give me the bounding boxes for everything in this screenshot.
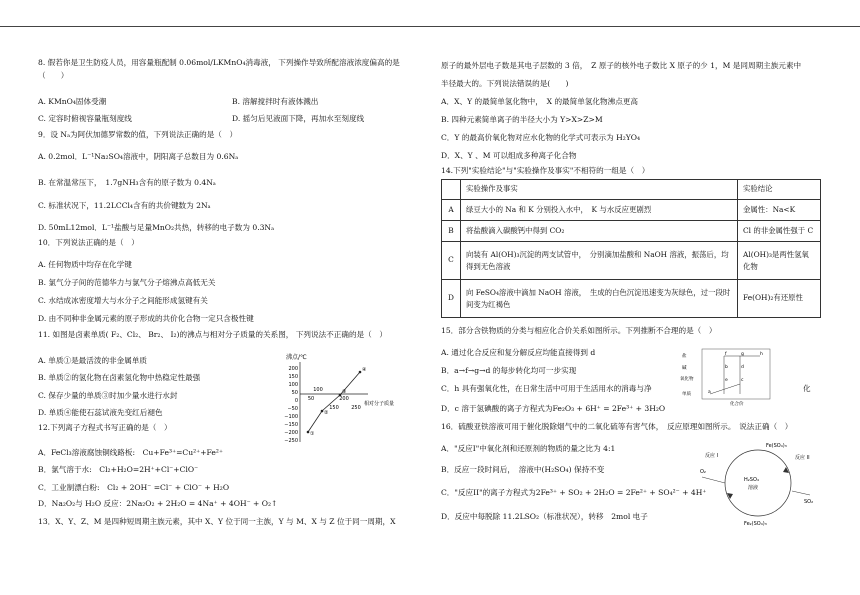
q13-option-d: D．X、Y 、M 可以组成多种离子化合物 bbox=[441, 151, 577, 160]
ytick-200: 200 bbox=[288, 366, 298, 372]
chart-point-3 bbox=[339, 394, 342, 397]
q13-option-c: C．Y 的最高价氧化物对应水化物的化学式可表示为 H₂YO₄ bbox=[441, 133, 641, 142]
label-solution: 溶液 bbox=[748, 485, 759, 491]
q9-option-a: A. 0.2mol．L⁻¹Na₂SO₄溶液中，阴阳离子总数目为 0.6Nₐ bbox=[38, 152, 239, 161]
chart-label-3: ③ bbox=[342, 389, 347, 395]
chart-xticks bbox=[308, 387, 361, 411]
boiling-point-chart bbox=[278, 350, 395, 445]
so2-arrow bbox=[792, 491, 810, 495]
q14-row-c-label: C bbox=[442, 242, 461, 280]
diagram-ylabel-oxide: 氧化物 bbox=[680, 377, 694, 382]
xtick-200: 200 bbox=[339, 396, 349, 402]
ytick-150: 150 bbox=[288, 374, 298, 380]
q14-table bbox=[441, 179, 821, 318]
q15-stem: 15．部分含铁物质的分类与相应化合价关系如图所示。下列推断不合理的是（ ） bbox=[441, 326, 717, 335]
label-h2so4: H₂SO₄ bbox=[744, 477, 759, 483]
chart-point-4 bbox=[359, 371, 362, 374]
q12-option-b: B．氯气溶于水: Cl₂+H₂O=2H⁺+Cl⁻+ClO⁻ bbox=[38, 465, 199, 474]
chart-series-line bbox=[308, 372, 360, 432]
diagram-line-3 bbox=[710, 384, 740, 394]
diagram-xlabel: 化合价 bbox=[730, 402, 744, 407]
label-reaction-1: 反应 I bbox=[705, 453, 719, 459]
diagram-point-e: e bbox=[725, 378, 728, 383]
label-top-compound: Fe(SO₄)₃ bbox=[766, 443, 787, 449]
table-row bbox=[442, 221, 821, 242]
ytick-m150: −150 bbox=[284, 422, 298, 428]
q13-option-b: B. 四种元素简单离子的半径大小为 Y>X>Z>M bbox=[441, 115, 603, 124]
ytick-100: 100 bbox=[288, 382, 298, 388]
q14-stem: 14.下列"实验结论"与"实验操作及事实"不相符的一组是（ ） bbox=[441, 166, 650, 175]
q9-option-b: B. 在常温常压下， 1.7gNH₃含有的原子数为 0.4Nₐ bbox=[38, 178, 216, 187]
diagram-point-f: f bbox=[725, 352, 727, 357]
q11-option-a: A. 单质①是最活泼的非金属单质 bbox=[38, 356, 148, 365]
ytick-m100: −100 bbox=[284, 414, 298, 420]
q10-option-c: C. 水结成冰密度增大与水分子之间能形成氢键有关 bbox=[38, 296, 208, 305]
q16-option-c: C．"反应II"的离子方程式为2Fe³⁺ + SO₂ + 2H₂O = 2Fe²⁺ + SO₄²⁻ + 4H⁺ bbox=[441, 488, 707, 497]
q14-row-d-res: Fe(OH)₂有还原性 bbox=[738, 280, 821, 318]
diagram-point-b: b bbox=[725, 365, 728, 370]
q14-row-b-op: 将盐酸滴入碳酸钙中得到 CO₂ bbox=[461, 221, 738, 242]
q10-option-b: B. 氯气分子间的范德华力与氯气分子熔沸点高低无关 bbox=[38, 278, 216, 287]
ytick-m200: −200 bbox=[284, 430, 298, 436]
q15-option-a: A. 通过化合反应和复分解反应均能直接得到 d bbox=[441, 348, 596, 357]
chart-point-2 bbox=[321, 410, 324, 413]
q14-row-b-res: Cl 的非金属性强于 C bbox=[738, 221, 821, 242]
diagram-point-h: h bbox=[760, 352, 763, 357]
q14-row-b-label: B bbox=[442, 221, 461, 242]
q11-option-c: C. 保存少量的单质③时加少量水进行水封 bbox=[38, 391, 178, 400]
reaction-cycle-diagram bbox=[700, 437, 820, 529]
q14-row-d-op: 向 FeSO₄溶液中滴加 NaOH 溶液， 生成的白色沉淀迅速变为灰绿色，过一段时间变为红褐色 bbox=[461, 280, 738, 318]
q14-row-a-res: 金属性：Na<K bbox=[738, 200, 821, 221]
chart-xlabel: 相对分子质量 bbox=[364, 401, 395, 407]
diagram-point-g: g bbox=[741, 352, 744, 357]
label-o2: O₂ bbox=[700, 469, 706, 475]
q8-option-c: C. 定容时俯视容量瓶刻度线 bbox=[38, 114, 132, 123]
ytick-m250: −250 bbox=[284, 438, 298, 444]
q15-option-b: B．a→f→g→d 的每步转化均可一步实现 bbox=[441, 366, 577, 375]
diagram-point-d: d bbox=[741, 365, 744, 370]
q14-head-op: 实验操作及事实 bbox=[461, 180, 738, 200]
q9-option-c: C. 标准状况下，11.2LCCl₄含有的共价键数为 2Nₐ bbox=[38, 201, 211, 210]
q11-option-b: B. 单质②的氢化物在卤素氢化物中热稳定性最强 bbox=[38, 373, 201, 382]
diagram-point-a: a bbox=[708, 390, 711, 395]
ytick-50: 50 bbox=[291, 390, 298, 396]
q10-option-d: D. 由不同种非金属元素的原子形成的共价化合物一定只含极性键 bbox=[38, 314, 254, 323]
xtick-50: 50 bbox=[307, 396, 315, 402]
q9-stem: 9．设 Nₐ为阿伏加德罗常数的值，下列说法正确的是（ ） bbox=[38, 130, 238, 139]
cycle-ring bbox=[725, 450, 791, 516]
q8-option-d: D. 摇匀后见液面下降，再加水至刻度线 bbox=[232, 114, 365, 123]
o2-arrow bbox=[702, 477, 725, 483]
xtick-100: 100 bbox=[313, 387, 323, 393]
table-row bbox=[442, 200, 821, 221]
q14-row-a-op: 绿豆大小的 Na 和 K 分别投入水中， K 与水反应更剧烈 bbox=[461, 200, 738, 221]
q14-row-a-label: A bbox=[442, 200, 461, 221]
q8-option-a: A. KMnO₄固体受潮 bbox=[38, 97, 107, 106]
chart-label-4: ④ bbox=[362, 367, 367, 373]
q8-paren: （ ） bbox=[38, 71, 69, 80]
diagram-ylabel-element: 单质 bbox=[682, 392, 691, 397]
q13-cont-line1: 原子的最外层电子数是其电子层数的 3 倍， Z 原子的核外电子数比 X 原子的少 1，M 是同周期主族元素中 bbox=[441, 61, 802, 70]
ytick-0: 0 bbox=[294, 398, 298, 404]
label-so2: SO₂ bbox=[804, 499, 814, 505]
q16-option-d: D．反应中每脱除 11.2LSO₂（标准状况），转移 2mol 电子 bbox=[441, 512, 648, 521]
q14-head-blank bbox=[442, 180, 461, 200]
q14-head-res: 实验结论 bbox=[738, 180, 821, 200]
q16-stem: 16．硫酸亚铁溶液可用于催化脱除烟气中的二氧化硫等有害气体， 反应原理如图所示。 说法正确（ ） bbox=[441, 422, 793, 431]
q11-option-d: D. 单质④能使石蕊试液先变红后褪色 bbox=[38, 408, 163, 417]
iron-valence-diagram bbox=[680, 348, 772, 406]
q12-option-d: D．Na₂O₂与 H₂O 反应：2Na₂O₂ + 2H₂O = 4Na⁺ + 4OH⁻ + O₂↑ bbox=[38, 499, 278, 508]
q16-option-b: B．反应一段时间后， 溶液中(H₂SO₄) 保持不变 bbox=[441, 465, 605, 474]
q14-row-c-res: Al(OH)₃是两性氢氧化物 bbox=[738, 242, 821, 280]
label-reaction-2: 反应 II bbox=[795, 455, 810, 461]
q11-stem: 11. 如图是卤素单质( F₂、Cl₂、 Br₂、 I₂)的沸点与相对分子质量的关系图， 下列说法不正确的是（ ） bbox=[38, 330, 387, 339]
q8-stem: 8. 假若你是卫生防疫人员，用容量瓶配制 0.06mol/LKMnO₄消毒液， 下列操作导致所配溶液浓度偏高的是 bbox=[38, 58, 400, 67]
chart-label-1: ① bbox=[310, 431, 315, 437]
q12-option-c: C．工业制漂白粉: Cl₂ + 2OH⁻ =Cl⁻ + ClO⁻ + H₂O bbox=[38, 483, 230, 492]
table-row bbox=[442, 242, 821, 280]
q9-option-d: D. 50mL12mol．L⁻¹盐酸与足量MnO₂共热，转移的电子数为 0.3Nₐ bbox=[38, 223, 275, 232]
q15-option-c-tail: 化 bbox=[803, 384, 811, 393]
q13-option-a: A．X、Y 的最简单氢化物中， X 的最简单氢化物沸点更高 bbox=[441, 97, 638, 106]
chart-ylabel: 沸点/℃ bbox=[286, 354, 307, 361]
diagram-ylabel-salt: 盐 bbox=[682, 354, 687, 359]
q10-stem: 10．下列说法正确的是（ ） bbox=[38, 238, 139, 247]
q13-cont-line2: 半径最大的。下列说法错误的是( ) bbox=[441, 79, 569, 88]
header-rule bbox=[0, 26, 860, 27]
q12-stem: 12.下列离子方程式书写正确的是（ ） bbox=[38, 423, 172, 432]
q12-option-a: A．FeCl₃溶液腐蚀铜线路板: Cu+Fe³⁺=Cu²⁺+Fe²⁺ bbox=[38, 448, 223, 457]
xtick-150: 150 bbox=[329, 405, 339, 411]
ytick-m50: −50 bbox=[287, 406, 298, 412]
q13-stem: 13．X、Y、Z、M 是四种短周期主族元素，其中 X、Y 位于同一主族，Y 与 M、X 与 Z 位于同一周期，X bbox=[38, 517, 396, 526]
q14-row-c-op: 向装有 Al(OH)₃沉淀的两支试管中， 分别滴加盐酸和 NaOH 溶液，振荡后，均得到无色溶液 bbox=[461, 242, 738, 280]
q8-option-b: B. 溶解搅拌时有液体溅出 bbox=[232, 97, 319, 106]
q15-option-c: C．h 具有强氧化性，在日常生活中可用于生活用水的消毒与净 bbox=[441, 384, 652, 393]
diagram-ylabel-base: 碱 bbox=[682, 366, 687, 371]
q16-option-a: A．"反应I"中氧化剂和还原剂的物质的量之比为 4:1 bbox=[441, 444, 616, 453]
chart-label-2: ② bbox=[324, 410, 329, 416]
q15-option-d: D．c 溶于氢碘酸的离子方程式为Fe₂O₃ + 6H⁺ = 2Fe³⁺ + 3H₂O bbox=[441, 404, 666, 413]
q10-option-a: A. 任何物质中均存在化学键 bbox=[38, 260, 132, 269]
label-bottom-compound: Fe₂(SO₄)₃ bbox=[744, 521, 767, 527]
xtick-250: 250 bbox=[351, 405, 361, 411]
chart-point-1 bbox=[307, 431, 310, 434]
diagram-point-c: c bbox=[741, 378, 744, 383]
chart-yticks bbox=[284, 366, 298, 444]
table-row bbox=[442, 280, 821, 318]
q14-row-d-label: D bbox=[442, 280, 461, 318]
q14-table-head bbox=[442, 180, 821, 200]
